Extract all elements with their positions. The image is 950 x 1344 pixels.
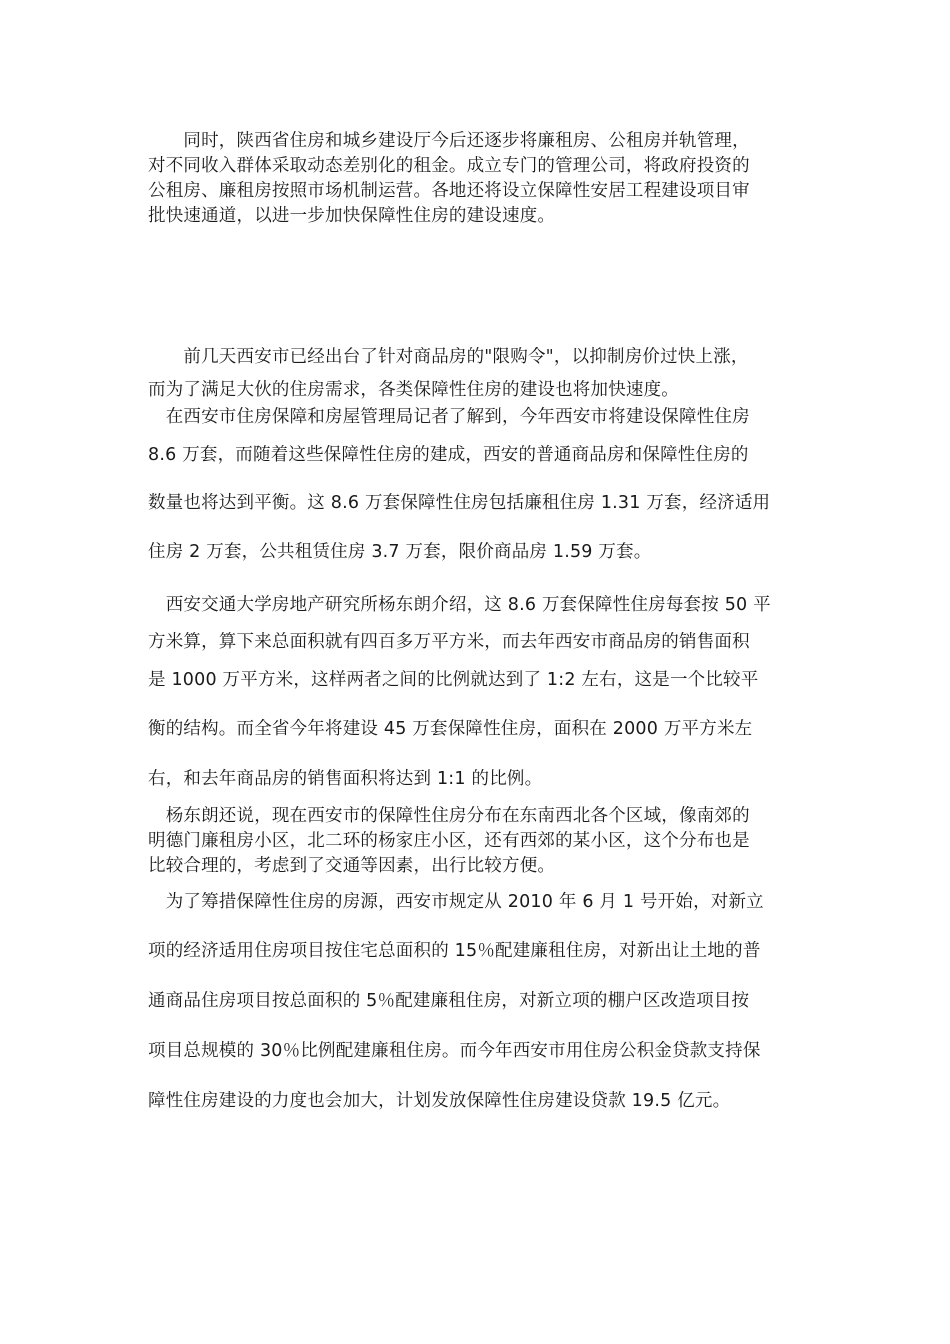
paragraph-line: 明德门廉租房小区，北二环的杨家庄小区，还有西郊的某小区，这个分布也是: [148, 831, 750, 851]
paragraph-line: 数量也将达到平衡。这 8.6 万套保障性住房包括廉租住房 1.31 万套，经济适用: [148, 493, 771, 513]
paragraph-line: 右，和去年商品房的销售面积将达到 1:1 的比例。: [148, 769, 543, 789]
paragraph-line: 项的经济适用住房项目按住宅总面积的 15％配建廉租住房，对新出让土地的普: [148, 941, 761, 961]
paragraph-line: 而为了满足大伙的住房需求，各类保障性住房的建设也将加快速度。: [148, 380, 679, 400]
paragraph-line: 障性住房建设的力度也会加大，计划发放保障性住房建设贷款 19.5 亿元。: [148, 1091, 731, 1111]
paragraph-line: 西安交通大学房地产研究所杨东朗介绍，这 8.6 万套保障性住房每套按 50 平: [148, 595, 771, 615]
paragraph-line: 杨东朗还说，现在西安市的保障性住房分布在东南西北各个区域，像南郊的: [148, 806, 750, 826]
paragraph-line: 前几天西安市已经出台了针对商品房的"限购令"，以抑制房价过快上涨，: [148, 347, 749, 367]
paragraph-line: 在西安市住房保障和房屋管理局记者了解到，今年西安市将建设保障性住房: [148, 407, 750, 427]
paragraph-line: 同时，陕西省住房和城乡建设厅今后还逐步将廉租房、公租房并轨管理，: [148, 131, 750, 151]
paragraph-line: 衡的结构。而全省今年将建设 45 万套保障性住房，面积在 2000 万平方米左: [148, 719, 753, 739]
paragraph-line: 批快速通道，以进一步加快保障性住房的建设速度。: [148, 206, 556, 226]
paragraph-line: 方米算，算下来总面积就有四百多万平方米，而去年西安市商品房的销售面积: [148, 632, 750, 652]
paragraph-line: 是 1000 万平方米，这样两者之间的比例就达到了 1:2 左右，这是一个比较平: [148, 670, 759, 690]
paragraph-line: 公租房、廉租房按照市场机制运营。各地还将设立保障性安居工程建设项目审: [148, 181, 750, 201]
paragraph-line: 通商品住房项目按总面积的 5％配建廉租住房，对新立项的棚户区改造项目按: [148, 991, 750, 1011]
paragraph-line: 住房 2 万套，公共租赁住房 3.7 万套，限价商品房 1.59 万套。: [148, 542, 652, 562]
paragraph-line: 8.6 万套，而随着这些保障性住房的建成，西安的普通商品房和保障性住房的: [148, 445, 749, 465]
paragraph-line: 为了筹措保障性住房的房源，西安市规定从 2010 年 6 月 1 号开始，对新立: [148, 892, 764, 912]
paragraph-line: 对不同收入群体采取动态差别化的租金。成立专门的管理公司，将政府投资的: [148, 156, 750, 176]
paragraph-line: 项目总规模的 30％比例配建廉租住房。而今年西安市用住房公积金贷款支持保: [148, 1041, 761, 1061]
paragraph-line: 比较合理的，考虑到了交通等因素，出行比较方便。: [148, 856, 556, 876]
